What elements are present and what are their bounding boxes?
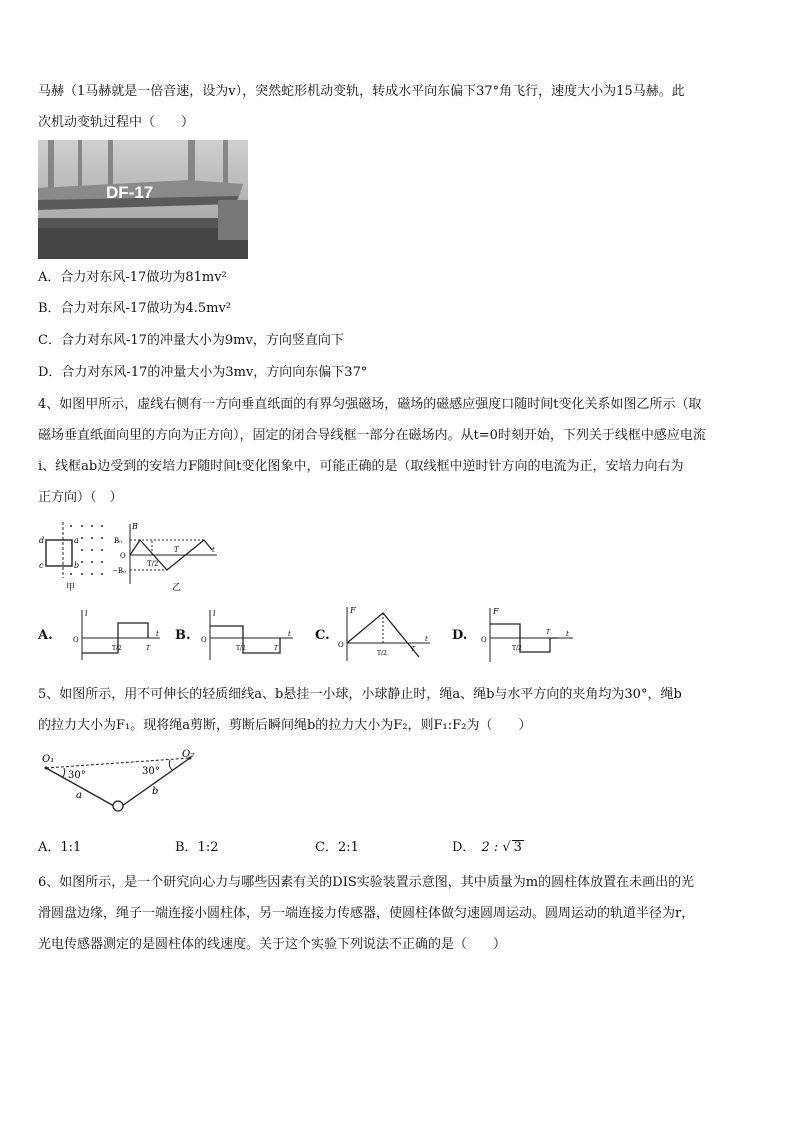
figure-yi	[112, 520, 222, 595]
df17-label: DF-17	[106, 183, 154, 202]
yi-B0: B₀	[114, 537, 122, 545]
q4-text-line-4: 正方向）（ ）	[38, 490, 123, 505]
graph-a-T: T	[146, 645, 151, 652]
q4-text-line-3: i、线框ab边受到的安培力F随时间t变化图象中，可能正确的是（取线框中逆时针方向的电流为正，安培力向右为	[38, 459, 684, 474]
yi-caption: 乙	[172, 583, 182, 593]
jia-label-a: a	[74, 536, 79, 545]
q3-option-a: A．合力对东风-17做功为81mv²	[38, 270, 227, 285]
q5-angle-2: 30°	[142, 766, 160, 777]
q4-text-line-2: 磁场垂直纸面向里的方向为正方向），固定的闭合导线框一部分在磁场内。从t=0时刻开始，下列关于线框中感应电流	[38, 428, 706, 443]
q3-text-line-2: 次机动变轨过程中（ ）	[38, 115, 195, 130]
q5-rope-b: b	[152, 786, 159, 797]
graph-d-axis: F	[493, 607, 499, 616]
df17-photo	[38, 140, 248, 259]
jia-caption: 甲	[66, 583, 76, 593]
q5-option-c: C．2:1	[315, 840, 359, 855]
q4-option-d-letter: D.	[452, 628, 468, 643]
q4-option-c-letter: C.	[315, 628, 330, 643]
yi-O: O	[120, 552, 126, 560]
yi-axis-B: B	[132, 522, 138, 531]
q5-option-d: D． 2 : √ 3	[452, 840, 522, 855]
q5-angle-1: 30°	[68, 770, 86, 781]
graph-a-T2: T/2	[112, 645, 122, 652]
q4-text-line-1: 4、如图甲所示，虚线右侧有一方向垂直纸面的有界匀强磁场，磁场的磁感应强度口随时间t变化关系如图乙所示（取	[38, 397, 702, 412]
q4-option-a-letter: A.	[38, 628, 53, 643]
graph-b-O: O	[201, 636, 207, 644]
q5-figure	[38, 748, 208, 818]
yi-t: t	[212, 546, 215, 554]
q5-option-d-expr: 2 :	[481, 840, 503, 855]
jia-label-b: b	[74, 561, 80, 570]
q5-text-line-1: 5、如图所示，用不可伸长的轻质细线a、b悬挂一小球，小球静止时，绳a、绳b与水平方向的夹角均为30°，绳b	[38, 687, 682, 702]
q5-option-d-letter: D．	[452, 840, 476, 855]
yi-T2: T/2	[147, 560, 159, 568]
q5-label-O2: O₂	[182, 749, 195, 760]
graph-d-t: t	[566, 630, 569, 638]
q3-option-d: D．合力对东风-17的冲量大小为3mv，方向向东偏下37°	[38, 365, 368, 380]
q5-rope-a: a	[76, 790, 82, 801]
q4-graph-c	[335, 605, 435, 665]
jia-label-d: d	[39, 536, 45, 545]
q5-option-b: B．1:2	[175, 840, 219, 855]
q5-text-line-2: 的拉力大小为F₁。现将绳a剪断，剪断后瞬间绳b的拉力大小为F₂，则F₁:F₂为（ ）	[38, 718, 532, 733]
graph-d-T: T	[546, 629, 551, 636]
graph-a-O: O	[73, 636, 79, 644]
graph-b-t: t	[288, 630, 291, 638]
graph-b-T2: T/2	[236, 645, 246, 652]
graph-c-T: T	[411, 646, 416, 653]
q4-graph-b	[198, 608, 298, 663]
q5-option-d-sqrt: 3	[513, 840, 522, 855]
graph-b-T: T	[274, 645, 279, 652]
graph-c-T2: T/2	[377, 650, 387, 657]
q4-graph-d	[478, 606, 578, 664]
q6-text-line-2: 滑圆盘边缘，绳子一端连接小圆柱体，另一端连接力传感器，使圆柱体做匀速圆周运动。圆周运动的轨道半径为r，	[38, 906, 695, 921]
graph-a-axis: i	[85, 609, 88, 618]
q3-option-c: C．合力对东风-17的冲量大小为9mv，方向竖直向下	[38, 333, 344, 348]
q5-options-row	[38, 836, 538, 856]
q4-option-b-letter: B.	[175, 628, 191, 643]
graph-a-t: t	[156, 630, 159, 638]
q6-text-line-1: 6、如图所示，是一个研究向心力与哪些因素有关的DIS实验装置示意图，其中质量为m的圆柱体放置在未画出的光	[38, 875, 695, 890]
yi-negB0: −B₀	[112, 567, 126, 575]
graph-b-axis: i	[213, 609, 216, 618]
q3-option-b: B．合力对东风-17做功为4.5mv²	[38, 301, 232, 316]
q6-text-line-3: 光电传感器测定的是圆柱体的线速度。关于这个实验下列说法不正确的是（ ）	[38, 937, 507, 952]
q3-text-line-1: 马赫（1马赫就是一倍音速，设为v），突然蛇形机动变轨，转成水平向东偏下37°角飞行，速度大小为15马赫。此	[38, 84, 685, 99]
q4-graph-a	[70, 608, 165, 663]
q5-option-a: A．1:1	[38, 840, 82, 855]
graph-c-t: t	[425, 635, 428, 643]
yi-T: T	[174, 546, 179, 554]
graph-d-T2: T/2	[512, 645, 522, 652]
graph-c-axis: F	[350, 606, 356, 615]
graph-d-O: O	[481, 636, 487, 644]
jia-label-c: c	[39, 561, 44, 570]
graph-c-O: O	[338, 641, 344, 649]
q5-label-O1: O₁	[42, 754, 55, 765]
